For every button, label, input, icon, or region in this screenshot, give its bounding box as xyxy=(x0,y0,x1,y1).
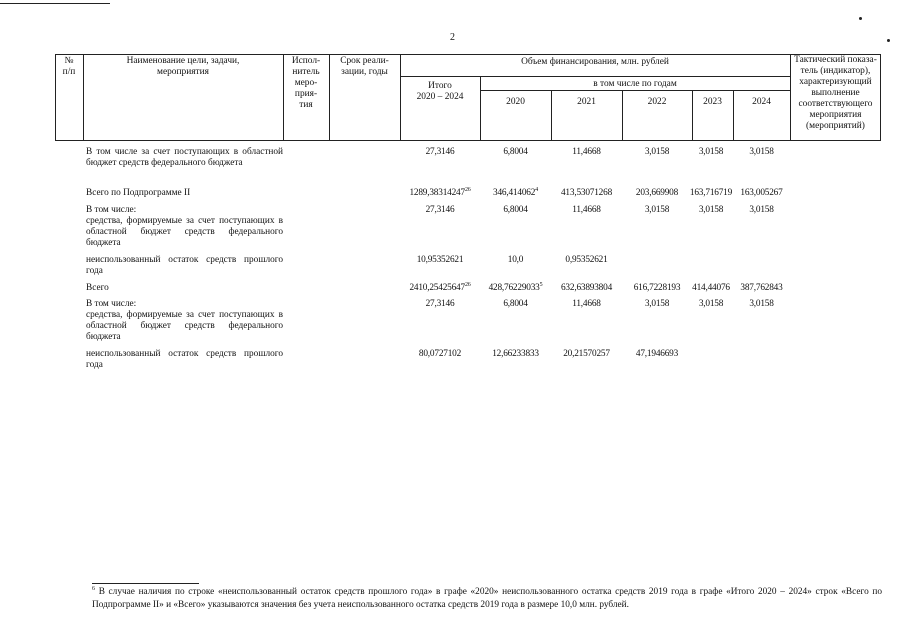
row-total: 1289,38314247$^{26}$ xyxy=(409,186,471,198)
header-name: Наименование цели, задачи, мероприятия xyxy=(126,56,240,77)
row-2020: 6,8004 xyxy=(503,205,528,215)
footnote xyxy=(92,586,882,612)
row-2021: 11,4668 xyxy=(572,299,601,309)
header-executor: Испол- нитель меро- прия- тия xyxy=(291,56,321,110)
row-2024: 3,0158 xyxy=(749,299,774,309)
row-2021: 11,4668 xyxy=(572,205,601,215)
footnote-mark: 6 xyxy=(92,585,95,592)
row-2024: 3,0158 xyxy=(749,147,774,157)
row-total: 10,95352621 xyxy=(416,255,464,265)
page-number: 2 xyxy=(450,32,455,43)
row-label: В том числе за счет поступающих в областной бюджет средств федерального бюджета xyxy=(86,147,283,168)
row-label: Всего по Подпрограмме II xyxy=(86,188,191,198)
row-2021: 413,53071268 xyxy=(560,188,613,198)
row-2020: 12,66233833 xyxy=(492,349,539,359)
row-total: 27,3146 xyxy=(425,205,455,215)
row-2024: 3,0158 xyxy=(749,205,774,215)
header-year-2022: 2022 xyxy=(647,97,667,107)
footnote-rule xyxy=(92,583,199,584)
footnote-text: В случае наличия по строке «неиспользованный остаток средств прошлого года» в графе «2020» неиспользованного остатка средств 2019 года в графе «Итого 2020 – 2024» строк «Всего по Подпрограмме II» и «Всего» указываются значения без учета неиспользованного остатка средств 2019 года в размере 10,0 млн. рублей. xyxy=(92,587,883,610)
row-2021: 11,4668 xyxy=(572,147,601,157)
row-label: средства, формируемые за счет поступающих в областной бюджет средств федерального бюджета xyxy=(86,310,283,342)
header-year-2020: 2020 xyxy=(506,97,525,107)
row-total: 2410,25425647$^{26}$ xyxy=(409,281,471,293)
row-2020: 346,414062$^4$ xyxy=(493,186,538,198)
row-label: неиспользованный остаток средств прошлого года xyxy=(86,255,283,276)
row-2021: 20,21570257 xyxy=(563,349,610,359)
scan-speck xyxy=(859,17,862,20)
header-total: Итого 2020 – 2024 xyxy=(416,81,464,102)
header-term: Срок реали- зации, годы xyxy=(340,56,389,77)
table-header xyxy=(55,54,881,141)
row-2023: 3,0158 xyxy=(698,299,724,309)
row-2023: 414,44076 xyxy=(692,283,730,293)
row-2024: 163,005267 xyxy=(740,188,783,198)
row-label-intro: В том числе: xyxy=(86,299,137,309)
row-label-intro: В том числе: xyxy=(86,205,137,215)
row-2020: 6,8004 xyxy=(503,147,528,157)
row-total: 27,3146 xyxy=(425,299,455,309)
header-indicator: Тактический показа- тель (индикатор), характеризующий выполнение соответствующего мероприятия (мероприятий) xyxy=(794,55,877,131)
row-2023: 3,0158 xyxy=(698,147,724,157)
header-year-2021: 2021 xyxy=(577,97,596,107)
row-total: 80,0727102 xyxy=(418,349,462,359)
row-label: неиспользованный остаток средств прошлого года xyxy=(86,349,283,370)
header-year-2023: 2023 xyxy=(703,97,722,107)
row-2022: 3,0158 xyxy=(644,205,670,215)
row-2022: 203,669908 xyxy=(635,188,679,198)
row-2022: 47,1946693 xyxy=(635,349,679,359)
row-2022: 3,0158 xyxy=(644,147,670,157)
row-label: Всего xyxy=(86,283,109,293)
header-num: № п/п xyxy=(62,56,76,77)
row-2022: 616,7228193 xyxy=(633,283,681,293)
header-by-years: в том числе по годам xyxy=(593,79,677,89)
row-total: 27,3146 xyxy=(425,147,455,157)
row-2023: 3,0158 xyxy=(698,205,724,215)
row-2023: 163,716719 xyxy=(689,188,733,198)
header-year-2024: 2024 xyxy=(752,97,771,107)
row-2021: 632,63893804 xyxy=(560,283,613,293)
top-rule xyxy=(0,3,110,4)
row-2021: 0,95352621 xyxy=(565,255,608,265)
row-2020: 6,8004 xyxy=(503,299,528,309)
row-label: средства, формируемые за счет поступающих в областной бюджет средств федерального бюджета xyxy=(86,216,283,248)
row-2024: 387,762843 xyxy=(740,283,783,293)
row-2022: 3,0158 xyxy=(644,299,670,309)
row-2020: 428,76229033$^5$ xyxy=(488,281,543,293)
row-2020: 10,0 xyxy=(507,255,524,265)
header-financing: Объем финансирования, млн. рублей xyxy=(521,57,669,67)
